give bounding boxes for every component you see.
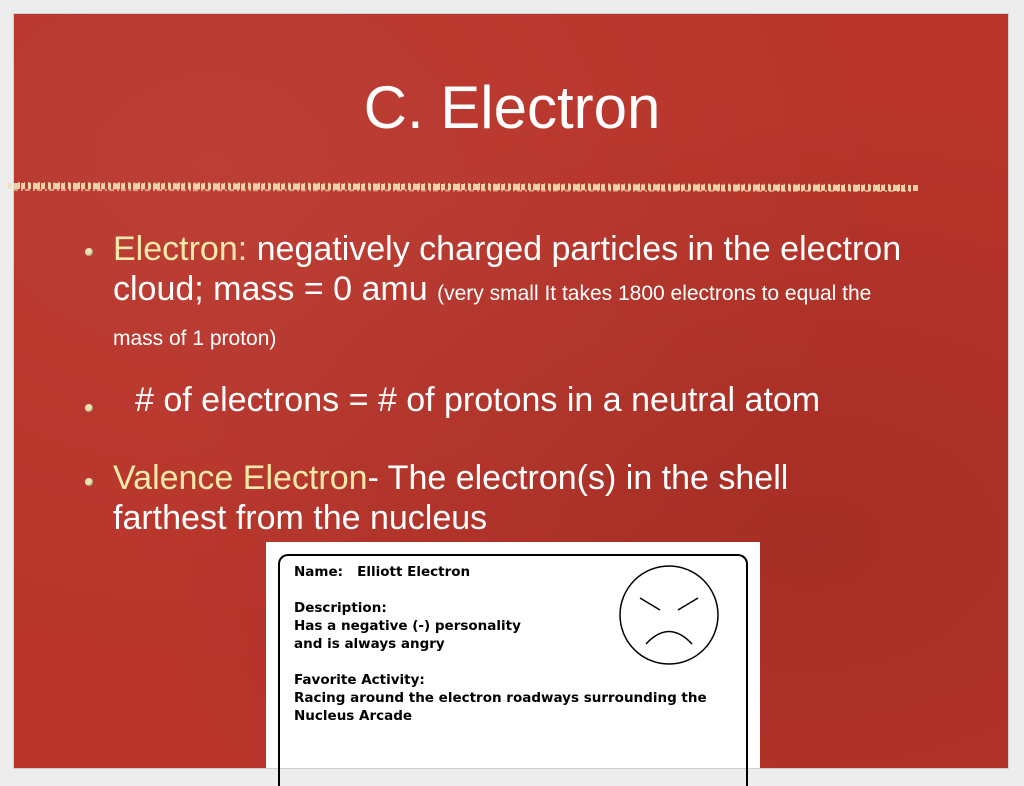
card-activity-line-2: Nucleus Arcade bbox=[294, 708, 413, 724]
character-card bbox=[266, 542, 760, 768]
card-description-line-1: Has a negative (-) personality bbox=[294, 618, 521, 634]
card-description-label: Description: bbox=[294, 600, 387, 616]
bullet-1-note: (very small It takes 1800 electrons to equal the mass of 1 proton) bbox=[113, 282, 872, 350]
bullet-3-term: Valence Electron bbox=[113, 459, 368, 497]
card-description-line-2: and is always angry bbox=[294, 636, 445, 652]
bullet-1-text bbox=[113, 229, 913, 359]
card-name-line bbox=[294, 564, 470, 580]
card-activity-line-1: Racing around the electron roadways surrounding the bbox=[294, 690, 707, 706]
angry-face-icon bbox=[618, 564, 720, 666]
card-name-label: Name: bbox=[294, 564, 344, 580]
bullet-2-marker bbox=[85, 404, 93, 412]
bullet-1-term: Electron: bbox=[113, 230, 248, 268]
slide-title: C. Electron bbox=[363, 74, 661, 141]
bullet-3-body: - The electron(s) in the shell farthest from the nucleus bbox=[113, 459, 789, 537]
card-activity-label: Favorite Activity: bbox=[294, 672, 425, 688]
character-card-frame bbox=[278, 554, 748, 786]
bullet-1-body: negatively charged particles in the electron cloud; mass = 0 amu bbox=[113, 230, 902, 308]
card-name-value: Elliott Electron bbox=[357, 564, 471, 580]
title-divider bbox=[8, 180, 918, 194]
bullet-2-text: # of electrons = # of protons in a neutral atom bbox=[135, 381, 821, 419]
bullet-1-marker bbox=[85, 248, 93, 256]
bullet-3-marker bbox=[85, 478, 93, 486]
bullet-3-text bbox=[113, 458, 893, 538]
